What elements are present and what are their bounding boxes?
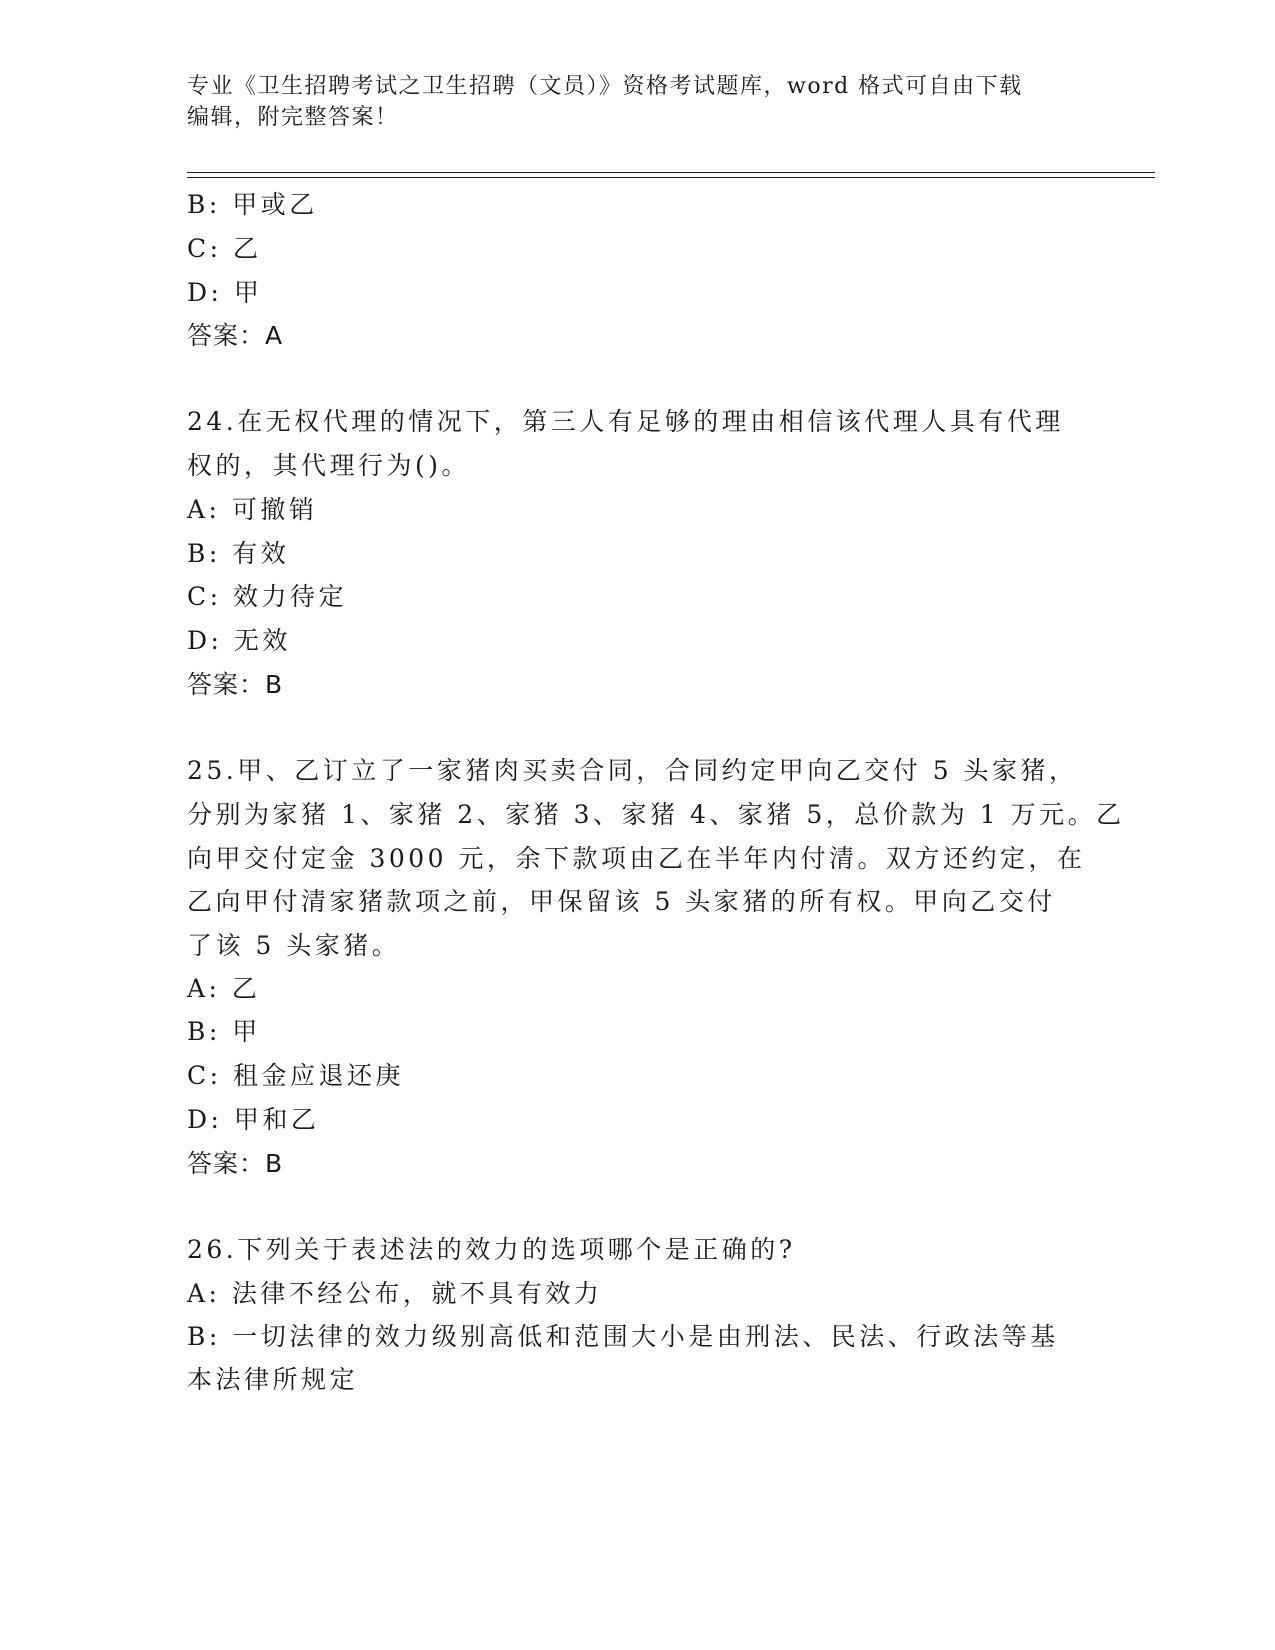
q25-option-b: B: 甲 [187, 1017, 261, 1046]
q25-answer: 答案：B [187, 1149, 284, 1178]
q25-stem-line-2: 分别为家猪 1、家猪 2、家猪 3、家猪 4、家猪 5，总价款为 1 万元。乙 [187, 800, 1125, 829]
header-rule-bottom [187, 177, 1155, 178]
q24-option-a: A: 可撤销 [187, 495, 318, 524]
q25-stem-line-4: 乙向甲付清家猪款项之前，甲保留该 5 头家猪的所有权。甲向乙交付 [187, 887, 1056, 916]
q26-option-a: A: 法律不经公布，就不具有效力 [187, 1279, 603, 1308]
header-title-line-1: 专业《卫生招聘考试之卫生招聘（文员）》资格考试题库，word 格式可自由下载 [187, 74, 1023, 99]
q26-stem-line-1: 26.下列关于表述法的效力的选项哪个是正确的? [187, 1235, 796, 1264]
q24-stem-line-2: 权的，其代理行为()。 [187, 451, 471, 480]
q24-stem-line-1: 24.在无权代理的情况下，第三人有足够的理由相信该代理人具有代理 [187, 407, 1064, 436]
q24-answer: 答案：B [187, 670, 284, 699]
q23-option-d: D: 甲 [187, 278, 263, 307]
q24-option-b: B: 有效 [187, 539, 290, 568]
q25-stem-line-5: 了该 5 头家猪。 [187, 931, 401, 960]
q25-option-c: C: 租金应退还庚 [187, 1061, 404, 1090]
q24-option-c: C: 效力待定 [187, 582, 347, 611]
header-title-line-2: 编辑，附完整答案！ [187, 105, 399, 130]
q25-option-d: D: 甲和乙 [187, 1105, 320, 1134]
q23-answer: 答案：A [187, 321, 284, 350]
q25-stem-line-1: 25.甲、乙订立了一家猪肉买卖合同，合同约定甲向乙交付 5 头家猪， [187, 756, 1078, 785]
q23-option-c: C: 乙 [187, 234, 262, 263]
q25-stem-line-3: 向甲交付定金 3000 元，余下款项由乙在半年内付清。双方还约定，在 [187, 844, 1086, 873]
q24-option-d: D: 无效 [187, 626, 291, 655]
q26-option-b-line-2: 本法律所规定 [187, 1365, 359, 1394]
q26-option-b-line-1: B: 一切法律的效力级别高低和范围大小是由刑法、民法、行政法等基 [187, 1322, 1059, 1351]
q25-option-a: A: 乙 [187, 974, 261, 1003]
q23-option-b: B: 甲或乙 [187, 190, 318, 219]
header-rule-top [187, 172, 1155, 173]
